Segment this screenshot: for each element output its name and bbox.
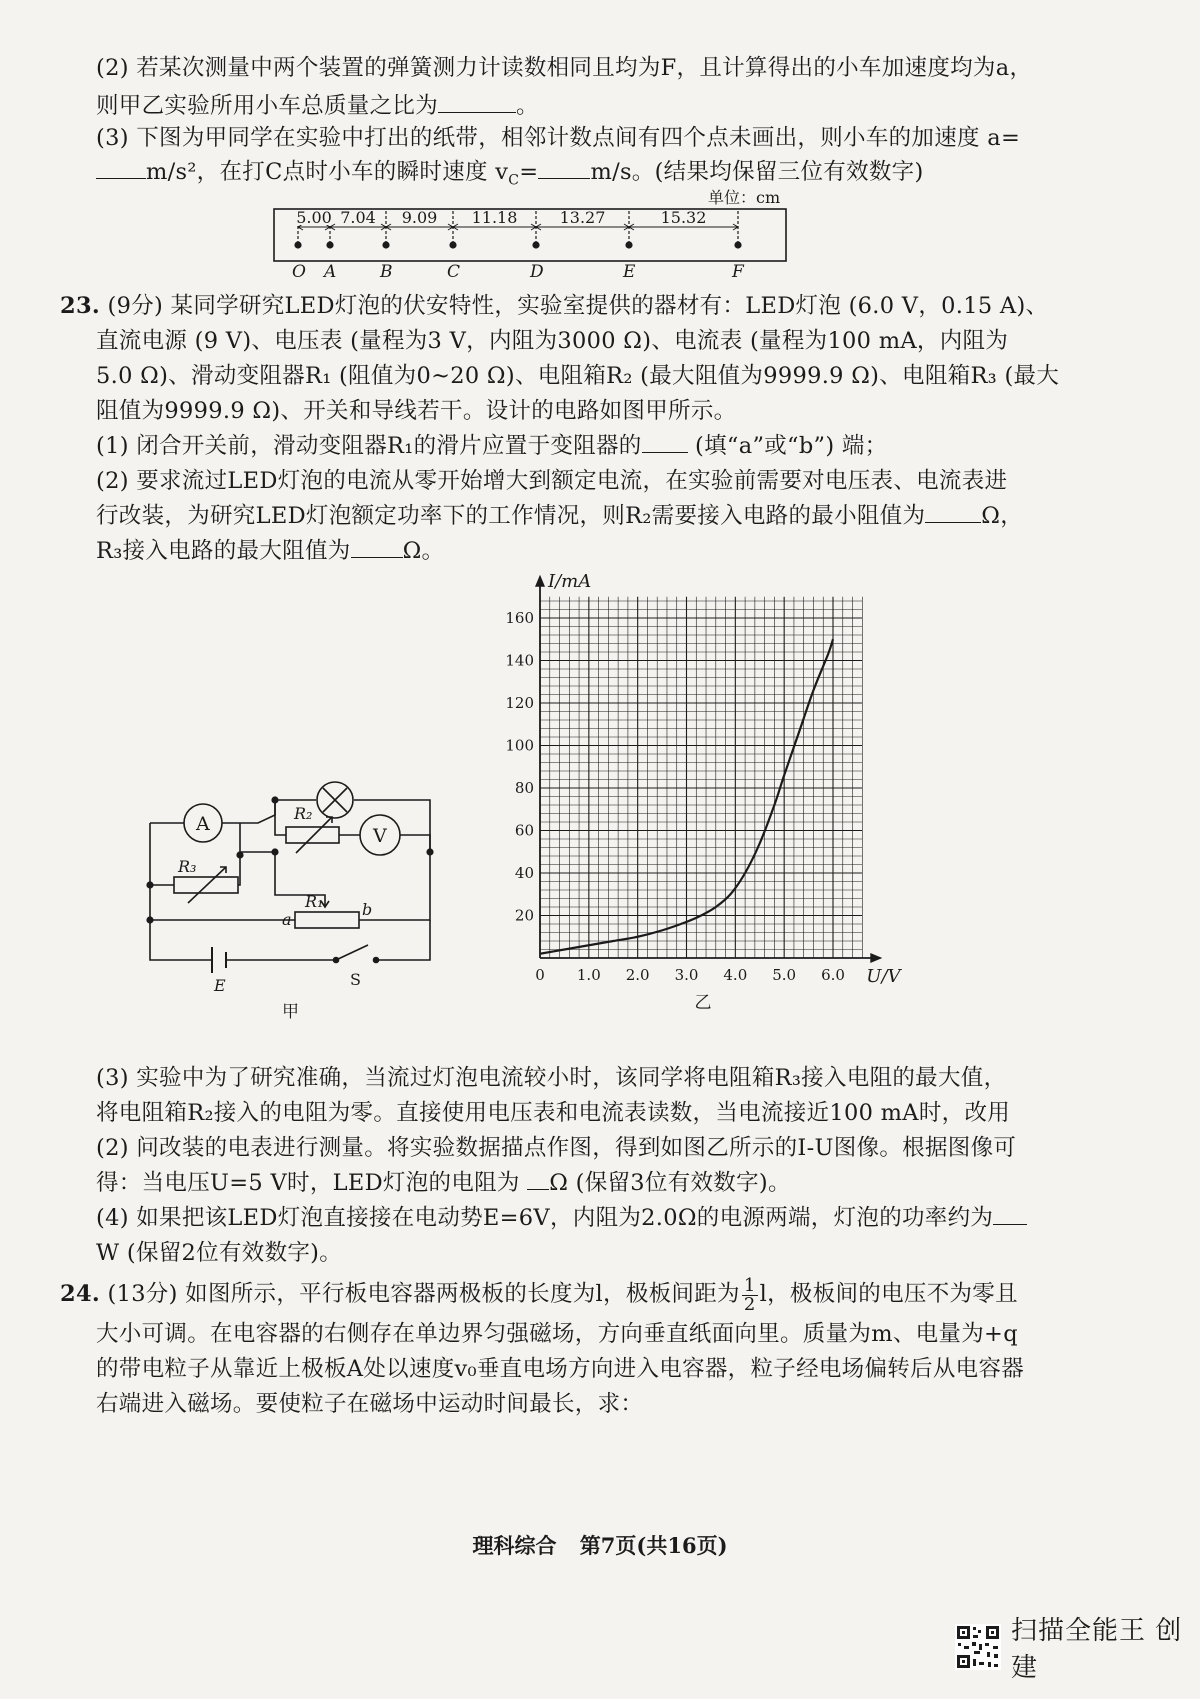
x-axis-arrow <box>870 953 882 963</box>
tape-segment-length: 13.27 <box>559 208 606 227</box>
q23-part3-line1: (3) 实验中为了研究准确，当流过灯泡电流较小时，该同学将电阻箱R₃接入电阻的最大值， <box>96 1065 1007 1091</box>
r3-label: R₃ <box>178 857 197 876</box>
tape-unit: 单位：cm <box>708 188 781 207</box>
answer-blank <box>925 502 981 523</box>
y-tick-label: 160 <box>505 609 534 627</box>
page-footer <box>0 1530 1200 1560</box>
q24-line1: 24. (13分) 如图所示，平行板电容器两极板的长度为l，极板间距为 $\frac{1}{2}$ l，极板间的电压不为零且 <box>60 1274 1018 1315</box>
q22-part2-line1: (2) 若某次测量中两个装置的弹簧测力计读数相同且均为F，且计算得出的小车加速度均为a， <box>96 55 1033 81</box>
footer-subject: 理科综合 <box>472 1533 557 1558</box>
answer-blank <box>538 158 590 179</box>
answer-blank <box>438 92 516 113</box>
ticker-tape-figure <box>270 185 790 280</box>
q23-part3-line3: (2) 问改装的电表进行测量。将实验数据描点作图，得到如图乙所示的I-U图像。根据图像可 <box>96 1135 1017 1161</box>
q23-line1: 23. (9分) 某同学研究LED灯泡的伏安特性，实验室提供的器材有：LED灯泡 (6.0 V，0.15 A)、 <box>60 293 1049 319</box>
chart-grid <box>540 597 862 958</box>
r2-label: R₂ <box>294 804 313 823</box>
tape-dot <box>449 241 456 248</box>
q22-part2-text: 则甲乙实验所用小车总质量之比为 <box>96 93 439 119</box>
x-tick-label: 2.0 <box>625 966 650 984</box>
scanner-watermark <box>955 1610 1200 1684</box>
x-tick-label: 5.0 <box>772 966 797 984</box>
chart-xlabel: U/V <box>866 966 901 987</box>
q23-part2-line1: (2) 要求流过LED灯泡的电流从零开始增大到额定电流，在实验前需要对电压表、电流表进 <box>96 468 1008 494</box>
tape-dot <box>326 241 333 248</box>
ammeter-label: A <box>196 813 210 835</box>
tape-dot <box>382 241 389 248</box>
q23-part3-line4: 得：当电压U=5 V时，LED灯泡的电阻为 Ω (保留3位有效数字)。 <box>96 1170 791 1196</box>
y-tick-label: 20 <box>514 906 534 925</box>
q23-part2-line2: 行改装，为研究LED灯泡额定功率下的工作情况，则R₂需要接入电路的最小阻值为 Ω， <box>96 503 1024 529</box>
chart-axes <box>535 575 882 963</box>
tape-segment-length: 9.09 <box>401 208 438 227</box>
x-tick-label: 1.0 <box>576 966 601 984</box>
y-tick-label: 120 <box>505 694 534 712</box>
q23-line4: 阻值为9999.9 Ω)、开关和导线若干。设计的电路如图甲所示。 <box>96 398 737 424</box>
q24-line3: 的带电粒子从靠近上极板A处以速度v₀垂直电场方向进入电容器，粒子经电场偏转后从电容器 <box>96 1356 1025 1382</box>
x-tick-label: 0 <box>535 966 545 984</box>
x-tick-label: 3.0 <box>674 966 699 984</box>
switch-label: S <box>350 970 361 989</box>
tape-dot <box>294 241 301 248</box>
q23-line3: 5.0 Ω)、滑动变阻器R₁ (阻值为0~20 Ω)、电阻箱R₂ (最大阻值为9999.9 Ω)、电阻箱R₃ (最大 <box>96 363 1060 389</box>
q23-part4-line1: (4) 如果把该LED灯泡直接接在电动势E=6V，内阻为2.0Ω的电源两端，灯泡的功率约为 <box>96 1200 1027 1232</box>
tape-point-label: C <box>447 262 461 282</box>
fraction-one-half: $\frac{1}{2}$ <box>743 1274 756 1315</box>
tape-point-label: E <box>623 262 636 282</box>
y-tick-label: 60 <box>514 821 534 840</box>
voltmeter-label: V <box>373 825 387 847</box>
y-axis-arrow <box>535 575 545 587</box>
q23-line2: 直流电源 (9 V)、电压表 (量程为3 V，内阻为3000 Ω)、电流表 (量程为100 mA，内阻为 <box>96 328 1009 354</box>
x-tick-label: 6.0 <box>821 966 845 984</box>
chart-caption: 乙 <box>694 993 712 1013</box>
q23-number: 23. <box>60 293 101 319</box>
y-tick-label: 40 <box>514 864 534 882</box>
footer-page-number: 第7页(共16页) <box>579 1533 728 1558</box>
tape-dot <box>625 241 632 248</box>
tape-segment-length: 7.04 <box>340 208 376 227</box>
q24-line4: 右端进入磁场。要使粒子在磁场中运动时间最长，求： <box>96 1391 644 1417</box>
rheostat-end-b: b <box>362 900 373 919</box>
watermark-text: 扫描全能王 创建 <box>1011 1616 1183 1683</box>
tape-dot <box>734 241 741 248</box>
answer-blank <box>993 1204 1027 1225</box>
qr-code-icon <box>955 1624 1001 1670</box>
x-tick-label: 4.0 <box>723 966 748 984</box>
answer-blank <box>527 1169 549 1190</box>
answer-blank <box>96 158 146 179</box>
r1-label: R₁ <box>305 892 324 911</box>
tape-point-label: D <box>530 262 544 282</box>
y-tick-label: 100 <box>505 736 534 755</box>
answer-blank <box>642 432 688 453</box>
q24-line2: 大小可调。在电容器的右侧存在单边界匀强磁场，方向垂直纸面向里。质量为m、电量为+q <box>96 1321 1018 1347</box>
tape-point-label: O <box>292 262 306 282</box>
y-tick-label: 140 <box>505 651 534 670</box>
q22-part2-line2: 则甲乙实验所用小车总质量之比为 。 <box>96 93 539 119</box>
q22-part3-line1: (3) 下图为甲同学在实验中打出的纸带，相邻计数点间有四个点未画出，则小车的加速度 a= <box>96 125 1021 151</box>
chart-ylabel: I/mA <box>548 570 592 592</box>
tape-point-label: A <box>324 262 337 282</box>
q23-part3-line2: 将电阻箱R₂接入的电阻为零。直接使用电压表和电流表读数，当电流接近100 mA时，改用 <box>96 1100 1011 1126</box>
tape-dot <box>532 241 539 248</box>
tape-segment-length: 11.18 <box>471 208 518 227</box>
tape-point-label: B <box>380 262 393 282</box>
tape-segment-length: 5.00 <box>296 208 332 227</box>
rheostat-end-a: a <box>282 910 292 929</box>
q23-part4-line2: W (保留2位有效数字)。 <box>96 1240 343 1266</box>
q23-part2-line3: R₃接入电路的最大阻值为 Ω。 <box>96 538 445 564</box>
circuit-caption: 甲 <box>282 1002 299 1022</box>
y-tick-label: 80 <box>514 779 534 797</box>
tape-marks <box>292 208 745 282</box>
iu-graph <box>500 570 970 1058</box>
tape-point-label: F <box>732 262 744 282</box>
q22-part3-line2: m/s²，在打C点时小车的瞬时速度 $v_C= m/s$。(结果均保留三位有效数字) <box>96 154 924 189</box>
circuit-diagram <box>140 755 460 1075</box>
tape-segment-length: 15.32 <box>660 208 707 227</box>
battery-label: E <box>214 976 226 995</box>
q23-part1: (1) 闭合开关前，滑动变阻器R₁的滑片应置于变阻器的 (填“a”或“b”) 端； <box>96 433 888 459</box>
answer-blank <box>351 537 403 558</box>
q24-number: 24. <box>60 1281 101 1307</box>
